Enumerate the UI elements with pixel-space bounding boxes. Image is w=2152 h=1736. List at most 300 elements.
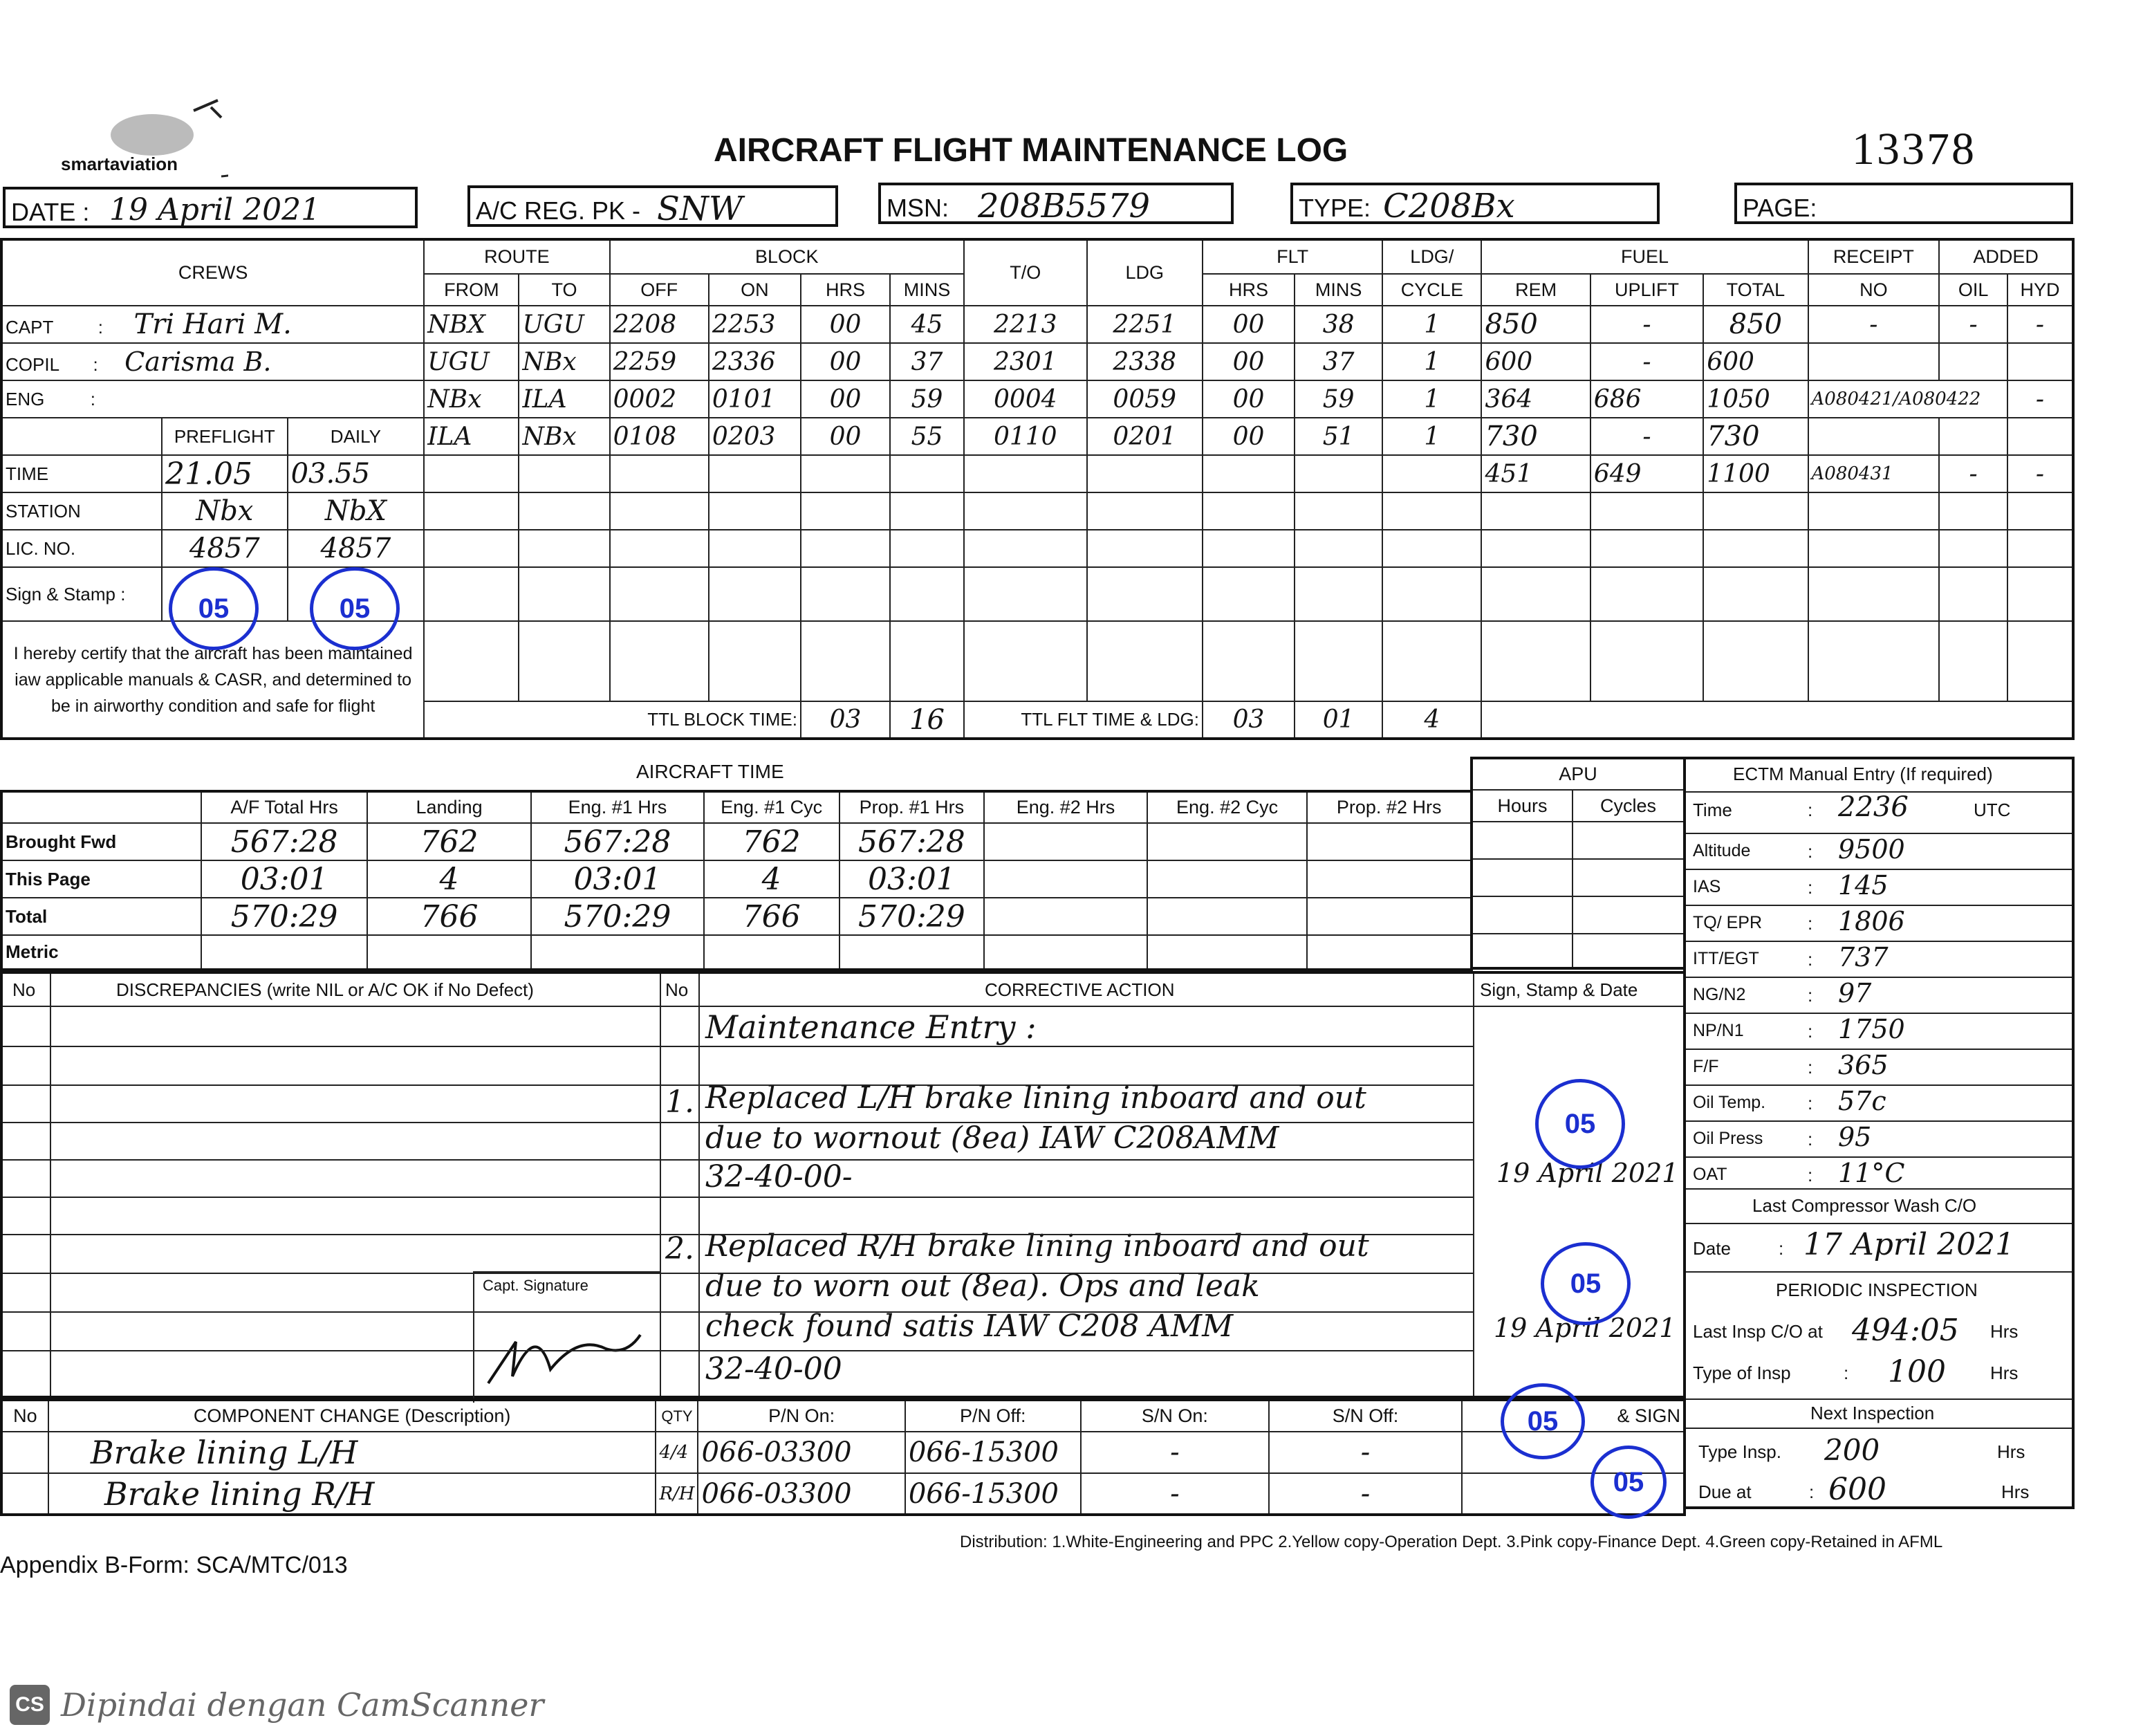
colon: : [1808,949,1813,970]
corr-no-header: No [665,979,689,1000]
receipt-no-header: NO [1808,274,1940,306]
sn-on-header: S/N On: [1081,1400,1270,1432]
ectm-item-value: 11°C [1838,1158,1905,1188]
cell: ILA [424,418,519,455]
cell: 1 [1382,380,1481,418]
aircraft-time-header: AIRCRAFT TIME [636,761,784,782]
ectm-item-value: 365 [1838,1050,1889,1080]
cell: 37 [1295,343,1382,380]
total-header: TOTAL [1703,274,1808,306]
col-header: Prop. #2 Hrs [1307,791,1472,823]
ruled-line [3,1046,1473,1047]
colon: : [1808,1129,1813,1149]
ectm-panel [1683,757,2075,1509]
form-title: AIRCRAFT FLIGHT MAINTENANCE LOG [714,132,1348,169]
cell: - [1081,1473,1270,1515]
ectm-header: ECTM Manual Entry (If required) [1733,764,1993,784]
cell: 1 [1382,418,1481,455]
item2-no: 2. [665,1231,694,1266]
page-label: PAGE: [1743,194,1817,222]
cell: - [1081,1432,1270,1473]
off-header: OFF [610,274,709,306]
rem-header: REM [1481,274,1590,306]
last-insp-label: Last Insp C/O at [1693,1321,1823,1342]
cell: 03:01 [840,860,985,898]
next-type-value: 200 [1824,1433,1880,1467]
item2-line: Replaced R/H brake lining inboard and out [705,1228,1369,1264]
comp-desc-header: COMPONENT CHANGE (Description) [48,1400,656,1432]
ruled-line [3,1122,1473,1123]
row-label: Total [1,898,201,935]
ldg-cycle-header: LDG/ [1382,239,1481,274]
apu-cycles: Cycles [1573,790,1685,822]
cell: 1 [1382,306,1481,343]
station-label: STATION [1,492,162,530]
cell: 0002 [610,380,709,418]
block-mins-header: MINS [890,274,964,306]
cell: 4 [704,860,840,898]
ttl-block-hrs: 03 [801,701,890,739]
msn-label: MSN: [887,194,949,222]
colon: : [1808,1057,1813,1078]
serial-number: 13378 [1852,124,1976,174]
ectm-item-value: 95 [1838,1122,1872,1152]
scanner-watermark: Dipindai dengan CamScanner [61,1686,544,1724]
ruled-line [3,1234,1473,1235]
hyd-header: HYD [2007,274,2073,306]
cell: 600 [1703,343,1808,380]
date-box [3,187,418,228]
type-value: C208Bx [1383,187,1515,225]
capt-signature-box [473,1271,661,1403]
cell: 649 [1590,455,1703,492]
row-label: This Page [1,860,201,898]
route-header: ROUTE [424,239,609,274]
hrs-unit: Hrs [1990,1363,2019,1383]
on-header: ON [709,274,801,306]
cell: 570:29 [840,898,985,935]
preflight-header: PREFLIGHT [162,418,288,455]
sn-off-header: S/N Off: [1269,1400,1462,1432]
ttl-block-mins: 16 [890,701,964,739]
col-header: Eng. #1 Cyc [704,791,840,823]
col-header: Landing [367,791,531,823]
last-wash-header: Last Compressor Wash C/O [1752,1195,1977,1216]
date-value: 19 April 2021 [109,192,321,228]
daily-header: DAILY [288,418,425,455]
page-box [1734,183,2073,224]
cell: 2259 [610,343,709,380]
item1-date: 19 April 2021 [1496,1158,1679,1188]
scanner-badge [10,1685,50,1725]
cell: 00 [801,380,890,418]
ruled-line [3,1159,1473,1161]
capt-cell [1,306,424,343]
table-row [1,418,2073,455]
stamp-text: 05 [1613,1466,1644,1497]
cell: 0101 [709,380,801,418]
stamp-comp2 [1590,1446,1667,1519]
cell: 2338 [1087,343,1203,380]
to-header: T/O [964,239,1087,306]
flt-hrs-header: HRS [1203,274,1295,306]
ttl-ldg: 4 [1382,701,1481,739]
ectm-item-label: Oil Press [1693,1129,1763,1148]
distribution-note: Distribution: 1.White-Engineering and PPC 2.Yellow copy-Operation Dept. 3.Pink copy-Finance Dept. 4.Green copy-Retained in AFML [960,1533,1943,1551]
cell [1939,343,2007,380]
item1-line: Replaced L/H brake lining inboard and out [705,1080,1366,1116]
ectm-item-label: OAT [1693,1165,1727,1184]
cell: - [2007,380,2073,418]
cell: 066-15300 [905,1432,1081,1473]
block-hrs-header: HRS [801,274,890,306]
ruled-line [3,1197,1473,1198]
col-header: Eng. #1 Hrs [531,791,704,823]
ectm-item-label: F/F [1693,1057,1719,1076]
cell: 686 [1590,380,1703,418]
flt-mins-header: MINS [1295,274,1382,306]
cell: - [1590,418,1703,455]
cell [1808,418,1940,455]
date-label: DATE : [11,198,90,226]
colon: : [1808,913,1813,934]
cell: 00 [801,418,890,455]
col-header: Eng. #2 Hrs [984,791,1147,823]
last-insp-value: 494:05 [1852,1313,1959,1348]
company-logo [55,97,228,180]
colon: : [1808,841,1813,862]
table-row [1,306,2073,343]
cell: ILA [519,380,609,418]
ectm-item-value: 97 [1838,978,1872,1008]
component-table [0,1398,1686,1516]
item2-line: check found satis IAW C208 AMM [705,1309,1234,1344]
cell: 2213 [964,306,1087,343]
signature-scribble-icon [474,1293,654,1397]
cell [2007,418,2073,455]
colon: : [1808,1165,1813,1185]
cell: NBX [424,306,519,343]
ectm-item-label: Oil Temp. [1693,1093,1766,1112]
reg-label: A/C REG. PK - [476,196,641,225]
flt-header: FLT [1203,239,1382,274]
cell: 51 [1295,418,1382,455]
stamp-comp1 [1501,1383,1585,1459]
next-insp-header: Next Inspection [1810,1403,1935,1423]
table-row [1,530,2073,567]
cell: - [1939,306,2007,343]
ruled-line [3,1311,1473,1313]
cell: - [1590,306,1703,343]
cell: 45 [890,306,964,343]
msn-value: 208B5579 [978,187,1151,225]
cell: NBx [519,343,609,380]
cell: 03:01 [531,860,704,898]
item2-date: 19 April 2021 [1494,1313,1676,1343]
lic-label: LIC. NO. [1,530,162,567]
table-row [1,621,2073,701]
cell: 850 [1481,306,1590,343]
stamp-text: 05 [198,593,230,624]
table-row [1,380,2073,418]
oil-header: OIL [1939,274,2007,306]
type-insp-label: Type of Insp [1693,1363,1791,1383]
table-row [1,343,2073,380]
cell: - [1269,1432,1462,1473]
item1-line: due to wornout (8ea) IAW C208AMM [705,1120,1279,1156]
ectm-item-value: 145 [1838,870,1889,901]
apu-header: APU [1472,758,1685,790]
lic-preflight: 4857 [162,530,288,567]
cell: 570:29 [201,898,367,935]
cell: 730 [1481,418,1590,455]
capt-signature-label: Capt. Signature [483,1277,588,1294]
certify-text: I hereby certify that the aircraft has been maintained iaw applicable manuals & CASR, and determined to be in airworthy condition and safe for flight [1,621,424,739]
cell: 570:29 [531,898,704,935]
scanner-badge-text: CS [15,1693,44,1716]
cell: 2251 [1087,306,1203,343]
cell [2007,343,2073,380]
colon: : [98,317,104,338]
cell: R/H [656,1473,698,1515]
periodic-header: PERIODIC INSPECTION [1776,1280,1978,1300]
cell: 0059 [1087,380,1203,418]
capt-name: Tri Hari M. [133,308,292,340]
fuel-header: FUEL [1481,239,1808,274]
cell: 1100 [1703,455,1808,492]
comp-no-header: No [1,1400,48,1432]
row-label: Brought Fwd [1,823,201,860]
colon: : [1808,800,1813,820]
cell: 00 [1203,418,1295,455]
cell: - [1269,1473,1462,1515]
hrs-unit: Hrs [2001,1481,2030,1502]
ectm-row-divider [1686,1120,2072,1122]
cell: 066-15300 [905,1473,1081,1515]
table-row [1,492,2073,530]
discrepancy-section [0,971,1686,1398]
apu-hours: Hours [1472,790,1573,822]
cell [1939,418,2007,455]
ectm-item-value: 1806 [1838,906,1905,936]
ttl-flt-label: TTL FLT TIME & LDG: [964,701,1203,739]
stamp-text: 05 [1570,1268,1602,1299]
ttl-flt-mins: 01 [1295,701,1382,739]
time-daily: 03.55 [288,455,425,492]
cell: 0201 [1087,418,1203,455]
ectm-time-value: 2236 [1838,791,1909,823]
cell: - [1939,455,2007,492]
ectm-time-label: Time [1693,800,1732,820]
cell: - [1808,306,1940,343]
stamp-text: 05 [339,593,371,624]
hrs-unit: Hrs [1997,1441,2025,1462]
cell: 4 [367,860,531,898]
col-header: Prop. #1 Hrs [840,791,985,823]
cell: 00 [1203,306,1295,343]
colon: : [1808,877,1813,898]
cell: 2301 [964,343,1087,380]
cell: A080431 [1808,455,1940,492]
due-label: Due at [1698,1481,1752,1502]
ectm-item-value: 1750 [1838,1014,1905,1044]
table-row [1,1473,1685,1515]
cell: 59 [890,380,964,418]
ectm-time-unit: UTC [1974,800,2011,820]
ttl-flt-hrs: 03 [1203,701,1295,739]
ectm-item-value: 57c [1838,1086,1886,1116]
ruled-line [3,1084,1473,1086]
ectm-row-divider [1686,977,2072,978]
stamp-item1 [1535,1079,1625,1169]
time-preflight: 21.05 [162,455,288,492]
colon: : [1808,1021,1813,1042]
cell: 55 [890,418,964,455]
pn-off-header: P/N Off: [905,1400,1081,1432]
sign-label: Sign & Stamp : [1,567,162,621]
cell: 37 [890,343,964,380]
from-header: FROM [424,274,519,306]
stamp-preflight [169,567,259,650]
cell: 0004 [964,380,1087,418]
cell: 0108 [610,418,709,455]
item1-line: 32-40-00- [705,1159,853,1194]
reg-value: SNW [657,190,743,228]
colon: : [1809,1481,1815,1502]
sign-stamp-date-header: Sign, Stamp & Date [1480,979,1638,1000]
eng-label: ENG [6,388,45,409]
cell: 451 [1481,455,1590,492]
aircraft-time-table [0,790,1473,971]
added-header: ADDED [1939,239,2073,274]
cell: 066-03300 [698,1432,905,1473]
pn-on-header: P/N On: [698,1400,905,1432]
stamp-text: 05 [1527,1405,1559,1437]
ectm-item-value: 9500 [1838,834,1905,865]
type-box [1290,183,1660,224]
cell: 766 [367,898,531,935]
cell: 850 [1703,306,1808,343]
copil-name: Carisma B. [124,347,272,377]
item2-line: due to worn out (8ea). Ops and leak [705,1268,1260,1304]
cell: 762 [367,823,531,860]
cell: 364 [1481,380,1590,418]
capt-label: CAPT [6,317,54,338]
cell: 2336 [709,343,801,380]
apu-table [1470,757,1686,970]
cell: 38 [1295,306,1382,343]
block-header: BLOCK [610,239,964,274]
cell: UGU [519,306,609,343]
ectm-item-label: TQ/ EPR [1693,913,1763,932]
ectm-item-label: Altitude [1693,841,1751,860]
cell: Brake lining L/H [48,1432,656,1473]
logo-text: smartaviation [61,154,178,174]
colon: : [1844,1363,1849,1383]
cell: 2253 [709,306,801,343]
cell: - [2007,306,2073,343]
wash-date-value: 17 April 2021 [1803,1227,2015,1262]
colon: : [1808,1093,1813,1114]
station-preflight: Nbx [162,492,288,530]
row-label: Metric [1,935,201,970]
ectm-item-label: IAS [1693,877,1721,896]
cell: 2208 [610,306,709,343]
cell: 600 [1481,343,1590,380]
ectm-item-label: ITT/EGT [1693,949,1759,968]
ttl-block-label: TTL BLOCK TIME: [424,701,801,739]
cell: 730 [1703,418,1808,455]
stamp-text: 05 [1564,1108,1596,1139]
sign-header: & SIGN [1462,1400,1685,1432]
colon: : [1808,985,1813,1006]
cell: UGU [424,343,519,380]
ruled-line [3,1273,1473,1274]
type-insp-value: 100 [1888,1354,1946,1389]
cell: 1 [1382,343,1481,380]
form-id: Appendix B-Form: SCA/MTC/013 [0,1552,348,1578]
ectm-item-value: 737 [1838,942,1889,972]
uplift-header: UPLIFT [1590,274,1703,306]
station-daily: NbX [288,492,425,530]
cell: Brake lining R/H [48,1473,656,1515]
col-header: Eng. #2 Cyc [1147,791,1308,823]
cell: 567:28 [201,823,367,860]
cell: 4/4 [656,1432,698,1473]
copil-cell [1,343,424,380]
cell: NBx [424,380,519,418]
cell: - [2007,455,2073,492]
blank-cell [1,418,162,455]
lic-daily: 4857 [288,530,425,567]
table-row [1,1432,1685,1473]
stamp-item2 [1541,1242,1631,1325]
colon: : [1779,1238,1784,1259]
crews-header: CREWS [1,239,424,306]
stamp-daily [310,567,400,650]
msn-box [878,183,1234,224]
type-label: TYPE: [1299,194,1371,222]
cell [1808,343,1940,380]
cell: 03:01 [201,860,367,898]
ectm-item-label: NP/N1 [1693,1021,1744,1040]
cycle-header: CYCLE [1382,274,1481,306]
cell: 0110 [964,418,1087,455]
entry-title: Maintenance Entry : [705,1008,1037,1046]
table-row [1,823,1472,860]
table-row [1,898,1472,935]
cell: 00 [1203,343,1295,380]
hrs-unit: Hrs [1990,1321,2019,1342]
cell: 762 [704,823,840,860]
qty-header: QTY [656,1400,698,1432]
ectm-item-label: NG/N2 [1693,985,1746,1004]
copil-label: COPIL [6,354,60,375]
eng-cell [1,380,424,418]
cell: 567:28 [840,823,985,860]
cell: 00 [1203,380,1295,418]
disc-no-header: No [12,979,36,1000]
reg-box [467,185,838,227]
col-header: A/F Total Hrs [201,791,367,823]
colon: : [93,354,98,375]
flight-table [0,238,2075,740]
wash-date-label: Date [1693,1238,1731,1259]
time-label: TIME [1,455,162,492]
cell: - [1590,343,1703,380]
receipt-header: RECEIPT [1808,239,1940,274]
corr-header: CORRECTIVE ACTION [985,979,1175,1000]
